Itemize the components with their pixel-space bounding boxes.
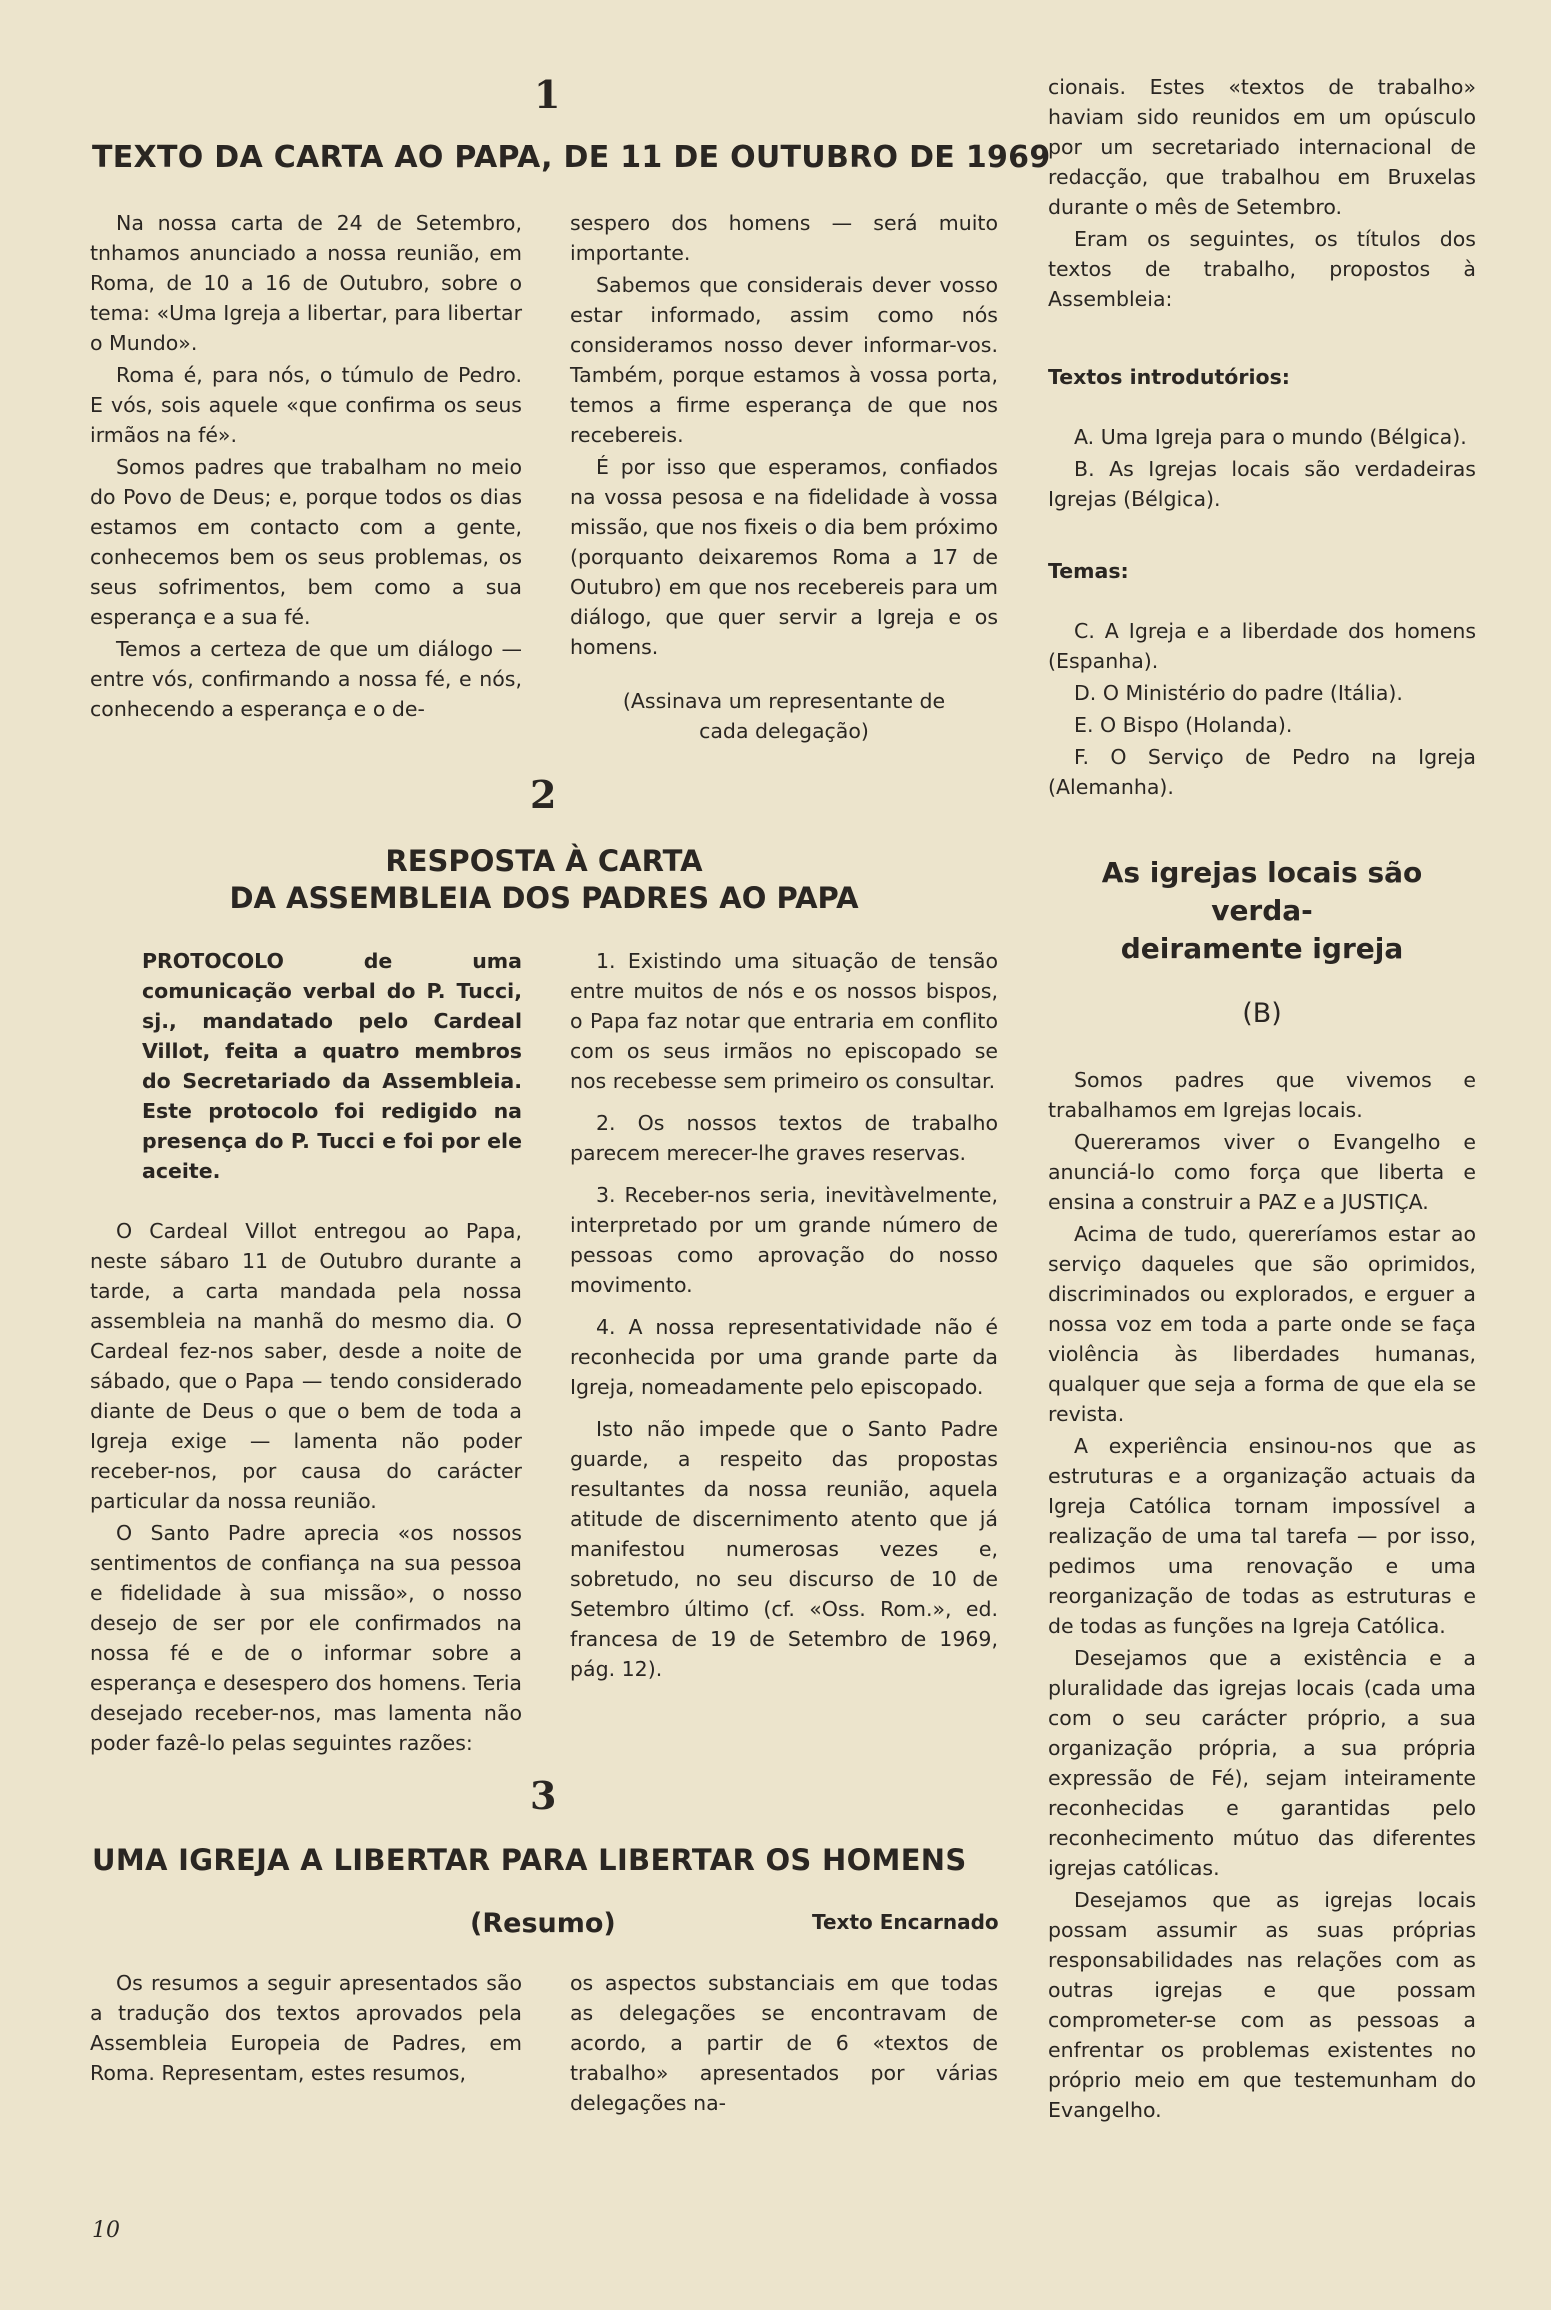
signature-note: (Assinava um representante de cada delegação) [622,689,946,743]
section-2-column-2 [570,946,998,1686]
paragraph: os aspectos substanciais em que todas as delegações se encontravam de acordo, a partir de 6 «textos de trabalho» apresentados por várias delegações na- [570,1971,998,2115]
section-3-column-2 [570,1968,998,2120]
list-item: D. O Ministério do padre (Itália). [1074,681,1403,705]
section-1-title: TEXTO DA CARTA AO PAPA, DE 11 DE OUTUBRO DE 1969 [92,140,1051,175]
paragraph: Quereramos viver o Evangelho e anunciá-lo como força que liberta e ensina a construir a PAZ e a JUSTIÇA. [1048,1130,1476,1214]
section-2-title-line-1: RESPOSTA À CARTA [385,844,703,878]
section-number-1: 1 [534,72,561,117]
resumo-label: (Resumo) [470,1908,616,1939]
paragraph: Somos padres que trabalham no meio do Povo de Deus; e, porque todos os dias estamos em contacto com a gente, conhecemos bem os seus problemas, os seus sofrimentos, bem como a sua esperança e a sua fé. [90,455,522,629]
section-3-title: UMA IGREJA A LIBERTAR PARA LIBERTAR OS HOMENS [92,1843,967,1877]
reason-item: 2. Os nossos textos de trabalho parecem merecer-lhe graves reservas. [570,1111,998,1165]
paragraph: sespero dos homens — será muito importante. [570,211,998,265]
section-2-title [90,843,998,917]
paragraph: Eram os seguintes, os títulos dos textos de trabalho, propostos à Assembleia: [1048,227,1476,311]
paragraph: Temos a certeza de que um diálogo — entre vós, confirmando a nossa fé, e nós, conhecendo a esperança e o de- [90,637,522,721]
article-title [1048,854,1476,968]
article-title-line-2: deiramente igreja [1120,932,1404,965]
list-item: F. O Serviço de Pedro na Igreja (Alemanha). [1048,745,1476,799]
paragraph: O Cardeal Villot entregou ao Papa, neste sábaro 11 de Outubro durante a tarde, a carta mandada pela nossa assembleia na manhã do mesmo dia. O Cardeal fez-nos saber, desde a noite de sábado, que o Papa — tendo considerado diante de Deus o que o bem de toda a Igreja exige — lamenta não poder receber-nos, por causa do carácter particular da nossa reunião. [90,1219,522,1513]
section-number-3: 3 [530,1773,557,1818]
page-number: 10 [92,2218,120,2243]
section-1-column-1 [90,208,522,726]
paragraph: Sabemos que considerais dever vosso estar informado, assim como nós consideramos nosso dever informar-vos. Também, porque estamos à vossa porta, temos a firme esperança de que nos recebereis. [570,273,998,447]
paragraph: Na nossa carta de 24 de Setembro, tnhamos anunciado a nossa reunião, em Roma, de 10 a 16 de Outubro, sobre o tema: «Uma Igreja a libertar, para libertar o Mundo». [90,211,522,355]
paragraph: Somos padres que vivemos e trabalhamos em Igrejas locais. [1048,1068,1476,1122]
article-marker: (B) [1242,998,1282,1029]
protocol-note [90,946,522,1186]
section-2-title-line-2: DA ASSEMBLEIA DOS PADRES AO PAPA [229,881,859,915]
reason-item: 1. Existindo uma situação de tensão entre muitos de nós e os nossos bispos, o Papa faz notar que entraria em conflito com os seus irmãos no episcopado se nos recebesse sem primeiro os consultar. [570,949,998,1093]
temas-list [1048,616,1476,802]
section-number-2: 2 [530,772,557,817]
intro-texts-heading: Textos introdutórios: [1048,365,1290,389]
paragraph: É por isso que esperamos, confiados na vossa pesosa e na fidelidade à vossa missão, que nos fixeis o dia bem próximo (porquanto deixaremos Roma a 17 de Outubro) em que nos recebereis para um diálogo, que quer servir a Igreja e os homens. [570,455,998,659]
list-item: C. A Igreja e a liberdade dos homens (Espanha). [1048,619,1476,673]
list-item: A. Uma Igreja para o mundo (Bélgica). [1074,425,1467,449]
paragraph: Desejamos que a existência e a pluralidade das igrejas locais (cada uma com o seu carácter próprio, a sua organização própria, a sua própria expressão de Fé), sejam inteiramente reconhecidas e garantidas pelo reconhecimento mútuo das diferentes igrejas católicas. [1048,1646,1476,1880]
paragraph: Desejamos que as igrejas locais possam assumir as suas próprias responsabilidades nas relações com as outras igrejas e que possam comprometer-se com as pessoas a enfrentar os problemas existentes no próprio meio em que testemunham do Evangelho. [1048,1888,1476,2122]
paragraph: Roma é, para nós, o túmulo de Pedro. E vós, sois aquele «que confirma os seus irmãos na fé». [90,363,522,447]
temas-heading: Temas: [1048,559,1129,583]
list-item: E. O Bispo (Holanda). [1074,713,1293,737]
section-3-column-1 [90,1968,522,2090]
paragraph: O Santo Padre aprecia «os nossos sentimentos de confiança na sua pessoa e fidelidade à sua missão», o nosso desejo de ser por ele confirmados na nossa fé e de o informar sobre a esperança e desespero dos homens. Teria desejado receber-nos, mas lamenta não poder fazê-lo pelas seguintes razões: [90,1521,522,1755]
protocol-text: PROTOCOLO de uma comunicação verbal do P. Tucci, sj., mandatado pelo Cardeal Villot, feita a quatro membros do Secretariado da Assembleia. Este protocolo foi redigido na presença do P. Tucci e foi por ele aceite. [142,949,522,1183]
reason-item: 3. Receber-nos seria, inevitàvelmente, interpretado por um grande número de pessoas como aprovação do nosso movimento. [570,1183,998,1297]
right-column [1048,72,1476,2127]
paragraph: cionais. Estes «textos de trabalho» haviam sido reunidos em um opúsculo por um secretariado internacional de redacção, que trabalhou em Bruxelas durante o mês de Setembro. [1048,75,1476,219]
section-1-column-2 [570,208,998,746]
reason-item: 4. A nossa representatividade não é reconhecida por uma grande parte da Igreja, nomeadamente pelo episcopado. [570,1315,998,1399]
paragraph: Acima de tudo, quereríamos estar ao serviço daqueles que são oprimidos, discriminados ou explorados, e erguer a nossa voz em toda a parte onde se faça violência às liberdades humanas, qualquer que seja a forma de que ela se revista. [1048,1222,1476,1426]
intro-texts-list [1048,422,1476,514]
list-item: B. As Igrejas locais são verdadeiras Igrejas (Bélgica). [1048,457,1476,511]
texto-encarnado-label: Texto Encarnado [812,1910,999,1934]
paragraph: A experiência ensinou-nos que as estruturas e a organização actuais da Igreja Católica tornam impossível a realização de uma tal tarefa — por isso, pedimos uma renovação e uma reorganização de todas as estruturas e de todas as funções na Igreja Católica. [1048,1434,1476,1638]
section-2-column-1 [90,946,522,1760]
paragraph: Os resumos a seguir apresentados são a tradução dos textos aprovados pela Assembleia Europeia de Padres, em Roma. Representam, estes resumos, [90,1971,522,2085]
paragraph: Isto não impede que o Santo Padre guarde, a respeito das propostas resultantes da nossa reunião, aquela atitude de discernimento atento que já manifestou numerosas vezes e, sobretudo, no seu discurso de 10 de Setembro último (cf. «Oss. Rom.», ed. francesa de 19 de Setembro de 1969, pág. 12). [570,1417,998,1681]
article-title-line-1: As igrejas locais são verda- [1101,856,1423,927]
